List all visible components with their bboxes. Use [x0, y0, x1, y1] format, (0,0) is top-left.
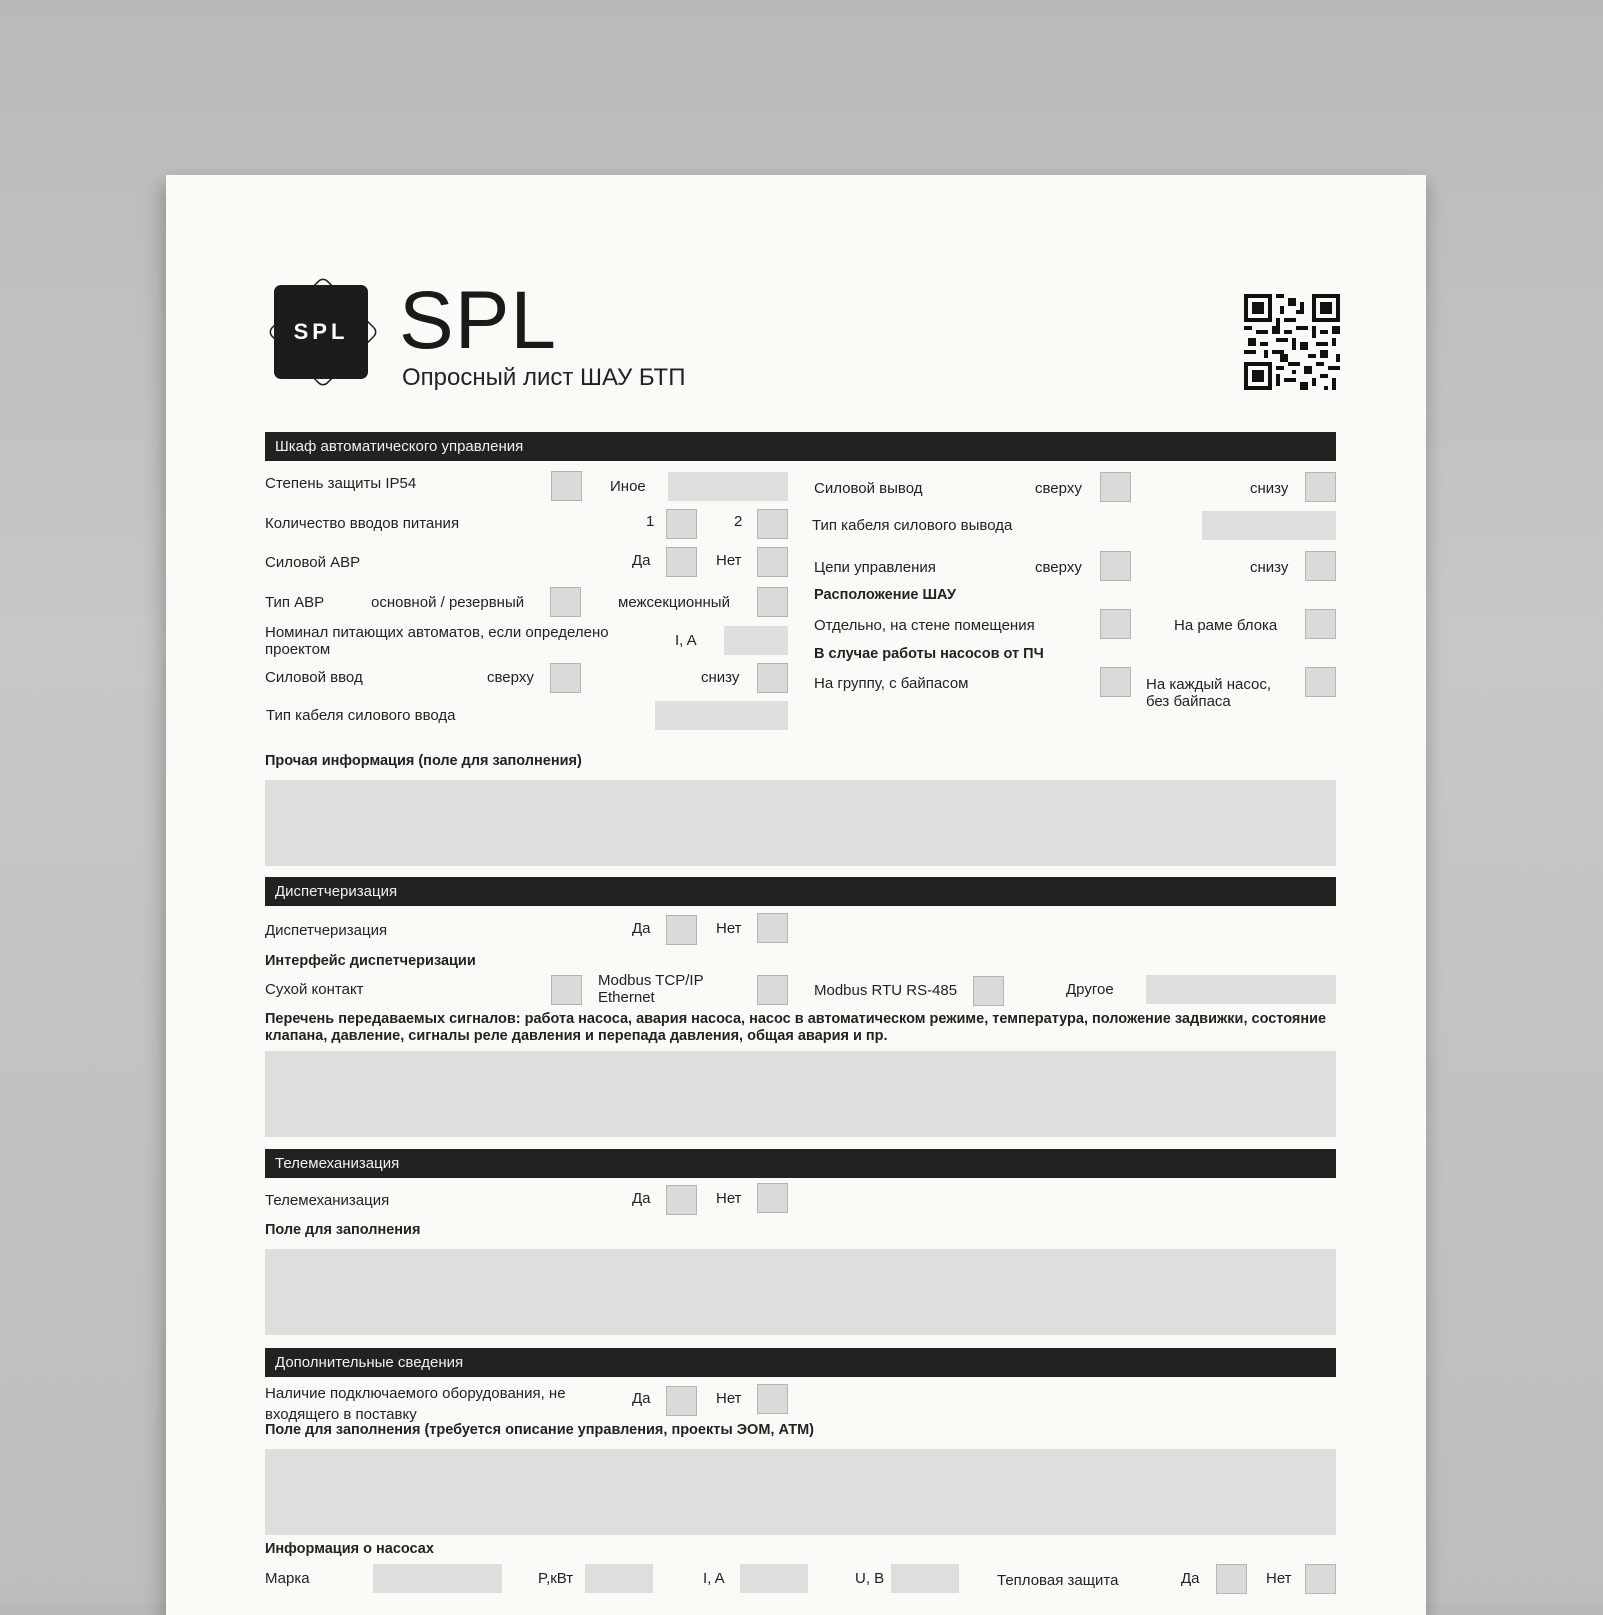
inputs-one-checkbox[interactable] — [666, 509, 697, 539]
vfd-each-checkbox[interactable] — [1305, 667, 1336, 697]
inputs-count-label: Количество вводов питания — [265, 515, 460, 532]
power-input-bottom-checkbox[interactable] — [757, 663, 788, 693]
vfd-group-label: На группу, с байпасом — [814, 675, 969, 692]
dispatch-no-checkbox[interactable] — [757, 913, 788, 943]
control-circuits-bottom-label: снизу — [1250, 559, 1289, 576]
logo-text: SPL — [293, 319, 349, 344]
dispatch-label: Диспетчеризация — [265, 922, 388, 939]
equipment-no-label: Нет — [716, 1390, 742, 1407]
power-input-top-label: сверху — [487, 669, 534, 686]
pump-power-field[interactable] — [585, 1564, 653, 1593]
telemech-yes-checkbox[interactable] — [666, 1185, 697, 1215]
pump-power-label: P,кВт — [538, 1570, 574, 1587]
control-circuits-top-checkbox[interactable] — [1100, 551, 1131, 581]
inputs-two-label: 2 — [734, 513, 743, 530]
dispatch-other-field[interactable] — [1146, 975, 1336, 1004]
ip-other-field[interactable] — [668, 472, 788, 501]
avr-main-reserve-checkbox[interactable] — [550, 587, 581, 617]
telemech-no-label: Нет — [716, 1190, 742, 1207]
section-cabinet-header: Шкаф автоматического управления — [265, 432, 1336, 461]
dispatch-yes-checkbox[interactable] — [666, 915, 697, 945]
modbus-rtu-label: Modbus RTU RS-485 — [814, 982, 958, 999]
power-input-bottom-label: снизу — [701, 669, 740, 686]
breakers-label: Номинал питающих автоматов, если определено проектом — [265, 624, 609, 658]
control-circuits-label: Цепи управления — [814, 559, 936, 576]
breakers-field[interactable] — [724, 626, 788, 655]
section-telemech-header: Телемеханизация — [265, 1149, 1336, 1178]
section-dispatch-header: Диспетчеризация — [265, 877, 1336, 906]
vfd-title: В случае работы насосов от ПЧ — [814, 646, 1044, 662]
equipment-yes-label: Да — [632, 1390, 651, 1407]
control-circuits-bottom-checkbox[interactable] — [1305, 551, 1336, 581]
qr-code-icon — [1244, 294, 1340, 390]
vfd-group-checkbox[interactable] — [1100, 667, 1131, 697]
equipment-no-checkbox[interactable] — [757, 1384, 788, 1414]
avr-main-reserve-label: основной / резервный — [371, 594, 525, 611]
brand-name: SPL — [399, 275, 557, 366]
power-output-top-checkbox[interactable] — [1100, 472, 1131, 502]
other-info-area[interactable] — [265, 780, 1336, 866]
logo — [260, 269, 386, 395]
extra-field-title: Поле для заполнения (требуется описание управления, проекты ЭОМ, АТМ) — [265, 1422, 814, 1438]
avr-no-label: Нет — [716, 552, 742, 569]
avr-sectional-checkbox[interactable] — [757, 587, 788, 617]
thermal-no-label: Нет — [1266, 1570, 1292, 1587]
ip54-checkbox[interactable] — [551, 471, 582, 501]
avr-no-checkbox[interactable] — [757, 547, 788, 577]
power-output-label: Силовой вывод — [814, 480, 923, 497]
inputs-one-label: 1 — [646, 513, 655, 530]
dispatch-yes-label: Да — [632, 920, 651, 937]
avr-yes-checkbox[interactable] — [666, 547, 697, 577]
extra-area[interactable] — [265, 1449, 1336, 1535]
location-wall-checkbox[interactable] — [1100, 609, 1131, 639]
telemech-area[interactable] — [265, 1249, 1336, 1335]
other-info-title: Прочая информация (поле для заполнения) — [265, 753, 582, 769]
thermal-yes-checkbox[interactable] — [1216, 1564, 1247, 1594]
telemech-label: Телемеханизация — [265, 1192, 390, 1209]
thermal-no-checkbox[interactable] — [1305, 1564, 1336, 1594]
power-output-bottom-checkbox[interactable] — [1305, 472, 1336, 502]
location-wall-label: Отдельно, на стене помещения — [814, 617, 1035, 634]
telemech-field-title: Поле для заполнения — [265, 1222, 421, 1238]
pump-brand-field[interactable] — [373, 1564, 502, 1593]
power-input-top-checkbox[interactable] — [550, 663, 581, 693]
interface-title: Интерфейс диспетчеризации — [265, 953, 476, 969]
breakers-unit-label: I, A — [675, 632, 697, 649]
signals-area[interactable] — [265, 1051, 1336, 1137]
pumps-title: Информация о насосах — [265, 1541, 434, 1557]
input-cable-label: Тип кабеля силового ввода — [266, 707, 456, 724]
input-cable-field[interactable] — [655, 701, 788, 730]
location-frame-label: На раме блока — [1174, 617, 1278, 634]
signals-title: Перечень передаваемых сигналов: работа насоса, авария насоса, насос в автоматическом режиме, температура, положение задвижки, состояние клапана, давление, сигналы реле давления и перепада давления, общая авария и пр. — [265, 1011, 1327, 1044]
output-cable-label: Тип кабеля силового вывода — [812, 517, 1013, 534]
inputs-two-checkbox[interactable] — [757, 509, 788, 539]
pump-voltage-label: U, B — [855, 1570, 885, 1587]
telemech-yes-label: Да — [632, 1190, 651, 1207]
section-extra-header: Дополнительные сведения — [265, 1348, 1336, 1377]
location-frame-checkbox[interactable] — [1305, 609, 1336, 639]
telemech-no-checkbox[interactable] — [757, 1183, 788, 1213]
thermal-label: Тепловая защита — [997, 1572, 1119, 1589]
power-output-bottom-label: снизу — [1250, 480, 1289, 497]
vfd-each-label: На каждый насос, без байпаса — [1146, 676, 1271, 710]
avr-sectional-label: межсекционный — [618, 594, 730, 611]
avr-label: Силовой АВР — [265, 554, 361, 571]
pump-current-label: I, A — [703, 1570, 725, 1587]
avr-type-label: Тип АВР — [265, 594, 325, 611]
ip-label: Степень защиты IP54 — [265, 475, 417, 492]
dry-contact-checkbox[interactable] — [551, 975, 582, 1005]
dispatch-no-label: Нет — [716, 920, 742, 937]
thermal-yes-label: Да — [1181, 1570, 1200, 1587]
power-input-label: Силовой ввод — [265, 669, 363, 686]
pump-brand-label: Марка — [265, 1570, 310, 1587]
questionnaire-sheet — [166, 175, 1426, 1615]
modbus-tcp-checkbox[interactable] — [757, 975, 788, 1005]
ip-other-label: Иное — [610, 478, 646, 495]
pump-current-field[interactable] — [740, 1564, 808, 1593]
modbus-rtu-checkbox[interactable] — [973, 976, 1004, 1006]
location-title: Расположение ШАУ — [814, 587, 956, 603]
dispatch-other-label: Другое — [1066, 981, 1114, 998]
power-output-top-label: сверху — [1035, 480, 1082, 497]
avr-yes-label: Да — [632, 552, 651, 569]
page-title: Опросный лист ШАУ БТП — [402, 364, 686, 391]
output-cable-field[interactable] — [1202, 511, 1336, 540]
pump-voltage-field[interactable] — [891, 1564, 959, 1593]
equipment-yes-checkbox[interactable] — [666, 1386, 697, 1416]
control-circuits-top-label: сверху — [1035, 559, 1082, 576]
dry-contact-label: Сухой контакт — [265, 981, 364, 998]
modbus-tcp-label: Modbus TCP/IP Ethernet — [598, 972, 704, 1006]
equipment-label: Наличие подключаемого оборудования, не входящего в поставку — [265, 1385, 566, 1423]
